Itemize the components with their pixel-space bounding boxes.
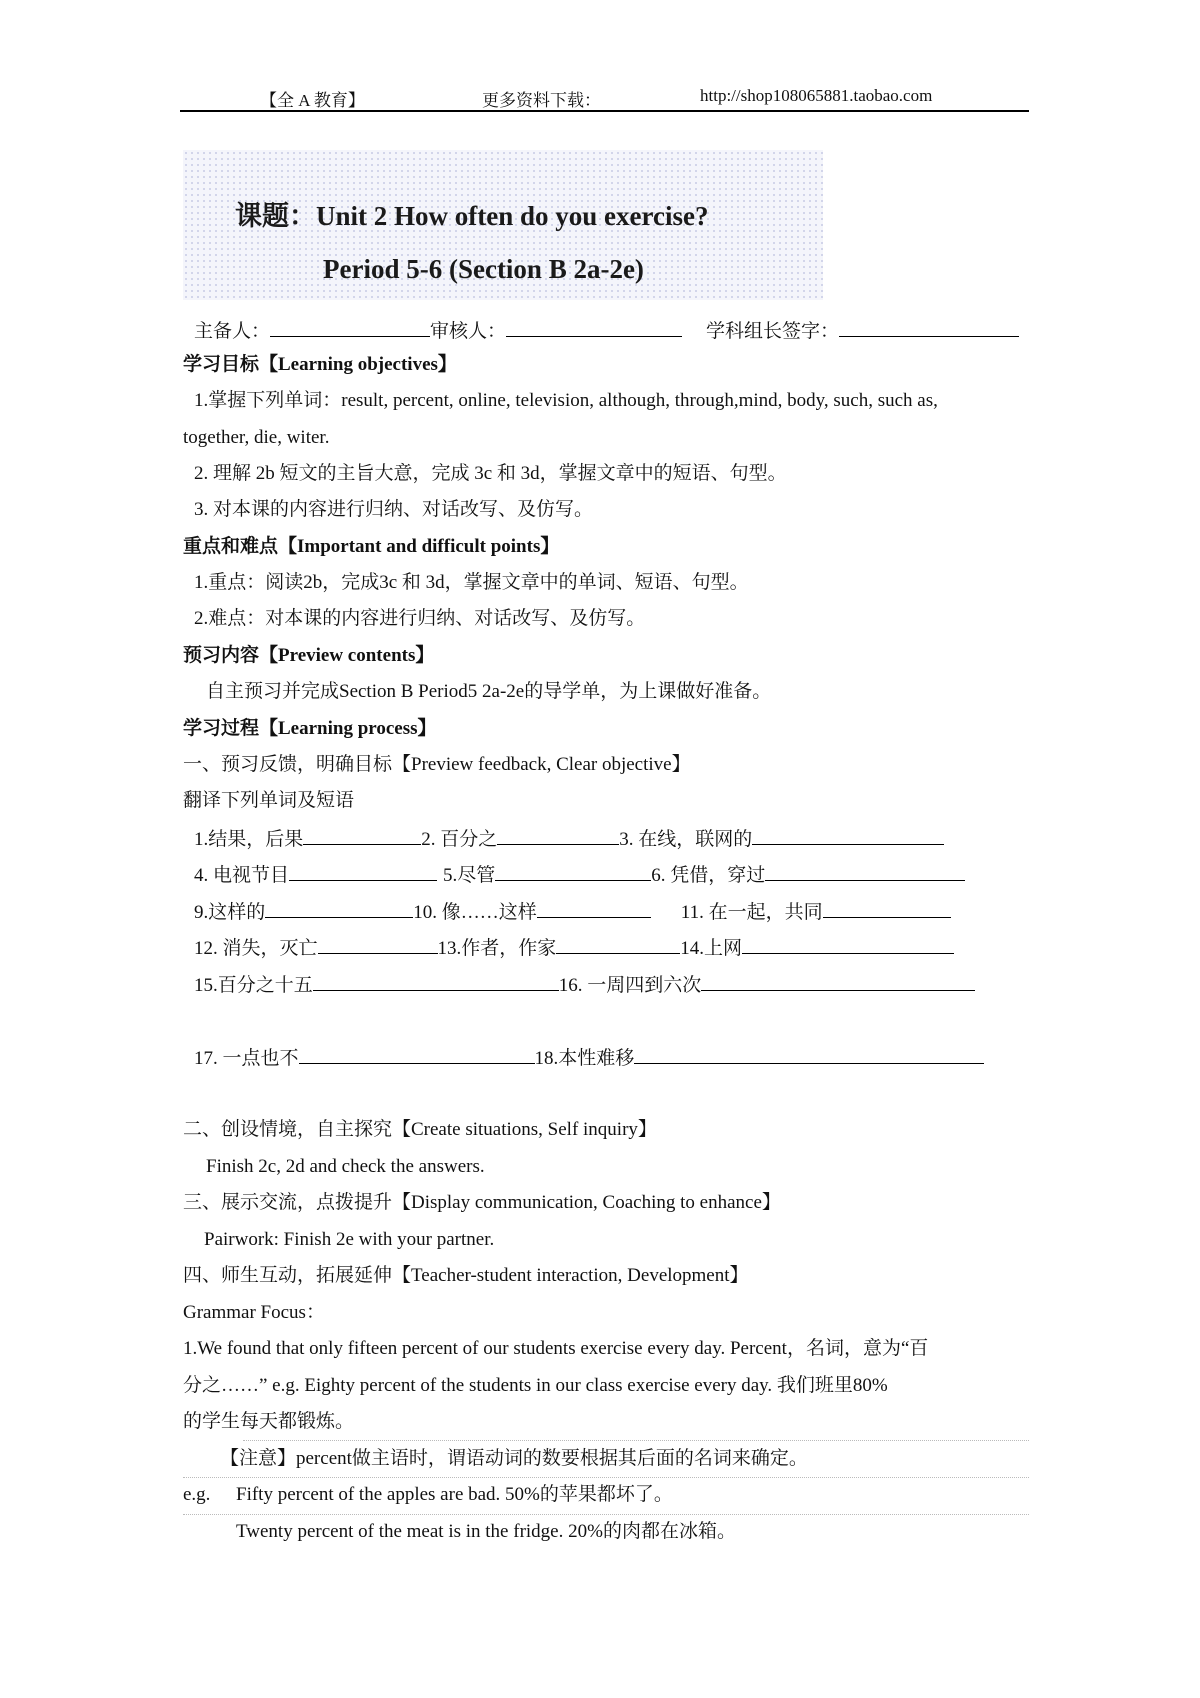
process-heading: 学习过程【Learning process】 — [183, 718, 437, 739]
grammar-1-line-3: 的学生每天都锻炼。 — [183, 1411, 355, 1432]
dotted-rule — [243, 1440, 1029, 1441]
leader-blank[interactable] — [839, 317, 1019, 337]
dotted-rule — [183, 1477, 1029, 1478]
preparer-blank[interactable] — [270, 317, 430, 337]
header-download-label: 更多资料下载： — [482, 91, 601, 110]
preview-heading: 预习内容【Preview contents】 — [183, 645, 435, 666]
objective-1-line-2: together, die, witer. — [183, 427, 330, 448]
vocab-9-blank[interactable] — [265, 898, 413, 918]
vocab-5: 5.尽管 — [443, 865, 496, 886]
example-2-text: Twenty percent of the meat is in the fridge. 20%的肉都在冰箱。 — [236, 1521, 736, 1542]
dotted-rule — [183, 1514, 1029, 1515]
vocab-14-blank[interactable] — [742, 934, 954, 954]
objective-3: 3. 对本课的内容进行归纳、对话改写、及仿写。 — [194, 499, 594, 520]
vocab-5-blank[interactable] — [495, 861, 651, 881]
reviewer-field — [430, 316, 682, 343]
leader-field — [706, 316, 1019, 343]
part3-text: Pairwork: Finish 2e with your partner. — [204, 1229, 495, 1250]
vocab-17: 17. 一点也不 — [194, 1048, 299, 1069]
vocab-row-2 — [194, 861, 965, 889]
vocab-row-3 — [194, 898, 951, 926]
vocab-13: 13.作者，作家 — [437, 938, 557, 959]
part2-heading: 二、创设情境，自主探究【Create situations, Self inquiry】 — [183, 1119, 657, 1140]
vocab-12: 12. 消失，灭亡 — [194, 938, 318, 959]
title-line-1: 课题：Unit 2 How often do you exercise? — [235, 201, 709, 231]
grammar-focus-label: Grammar Focus： — [183, 1302, 325, 1323]
grammar-1-line-1: 1.We found that only fifteen percent of our students exercise every day. Percent，名词，意为“百 — [183, 1338, 929, 1359]
part3-heading: 三、展示交流，点拨提升【Display communication, Coaching to enhance】 — [183, 1192, 781, 1213]
objective-1-line-1: 1.掌握下列单词：result, percent, online, television, although, through,mind, body, such, such as, — [194, 390, 938, 411]
vocab-row-5 — [194, 971, 975, 999]
header-brand: 【全 A 教育】 — [260, 91, 365, 110]
vocab-2: 2. 百分之 — [421, 829, 498, 850]
objectives-heading: 学习目标【Learning objectives】 — [183, 354, 457, 375]
vocab-10-blank[interactable] — [537, 898, 651, 918]
vocab-6: 6. 凭借，穿过 — [651, 865, 766, 886]
vocab-16: 16. 一周四到六次 — [558, 975, 702, 996]
vocab-16-blank[interactable] — [701, 971, 975, 991]
objective-2: 2. 理解 2b 短文的主旨大意，完成 3c 和 3d，掌握文章中的短语、句型。 — [194, 463, 787, 484]
part2-text: Finish 2c, 2d and check the answers. — [206, 1156, 485, 1177]
reviewer-label: 审核人： — [430, 321, 507, 342]
vocab-row-6 — [194, 1044, 984, 1072]
vocab-11: 11. 在一起，共同 — [680, 902, 823, 923]
vocab-13-blank[interactable] — [556, 934, 680, 954]
preparer-label: 主备人： — [194, 321, 271, 342]
title-line-2: Period 5-6 (Section B 2a-2e) — [323, 254, 644, 284]
translate-label: 翻译下列单词及短语 — [183, 790, 355, 811]
header-url[interactable]: http://shop108065881.taobao.com — [700, 86, 933, 105]
grammar-note: 【注意】percent做主语时，谓语动词的数要根据其后面的名词来确定。 — [220, 1448, 808, 1469]
preparer-field — [194, 316, 430, 343]
vocab-row-1 — [194, 825, 944, 853]
example-1-label: e.g. — [183, 1484, 211, 1505]
key-point-1: 1.重点：阅读2b，完成3c 和 3d，掌握文章中的单词、短语、句型。 — [194, 572, 749, 593]
vocab-3-blank[interactable] — [752, 825, 944, 845]
vocab-17-blank[interactable] — [299, 1044, 535, 1064]
vocab-1-blank[interactable] — [303, 825, 421, 845]
vocab-15: 15.百分之十五 — [194, 975, 313, 996]
key-points-heading: 重点和难点【Important and difficult points】 — [183, 536, 560, 557]
vocab-14: 14.上网 — [680, 938, 743, 959]
title-box — [183, 150, 823, 300]
vocab-1: 1.结果，后果 — [194, 829, 304, 850]
key-point-2: 2.难点：对本课的内容进行归纳、对话改写、及仿写。 — [194, 608, 646, 629]
vocab-11-blank[interactable] — [823, 898, 951, 918]
vocab-10: 10. 像……这样 — [413, 902, 537, 923]
vocab-9: 9.这样的 — [194, 902, 266, 923]
reviewer-blank[interactable] — [506, 317, 682, 337]
header-rule — [180, 110, 1029, 112]
preview-text: 自主预习并完成Section B Period5 2a-2e的导学单，为上课做好准备。 — [206, 681, 772, 702]
leader-label: 学科组长签字： — [706, 321, 840, 342]
vocab-18: 18.本性难移 — [534, 1048, 635, 1069]
example-1-text: Fifty percent of the apples are bad. 50%的苹果都坏了。 — [236, 1484, 673, 1505]
vocab-row-4 — [194, 934, 954, 962]
vocab-15-blank[interactable] — [313, 971, 559, 991]
part1-heading: 一、预习反馈，明确目标【Preview feedback, Clear objective】 — [183, 754, 691, 775]
vocab-18-blank[interactable] — [634, 1044, 984, 1064]
vocab-4-blank[interactable] — [289, 861, 437, 881]
vocab-2-blank[interactable] — [497, 825, 619, 845]
vocab-3: 3. 在线，联网的 — [619, 829, 753, 850]
page-header — [180, 86, 1030, 110]
vocab-4: 4. 电视节目 — [194, 865, 290, 886]
grammar-1-line-2: 分之……” e.g. Eighty percent of the students in our class exercise every day. 我们班里80% — [183, 1375, 888, 1396]
vocab-6-blank[interactable] — [765, 861, 965, 881]
vocab-12-blank[interactable] — [318, 934, 438, 954]
part4-heading: 四、师生互动，拓展延伸【Teacher-student interaction, Development】 — [183, 1265, 749, 1286]
